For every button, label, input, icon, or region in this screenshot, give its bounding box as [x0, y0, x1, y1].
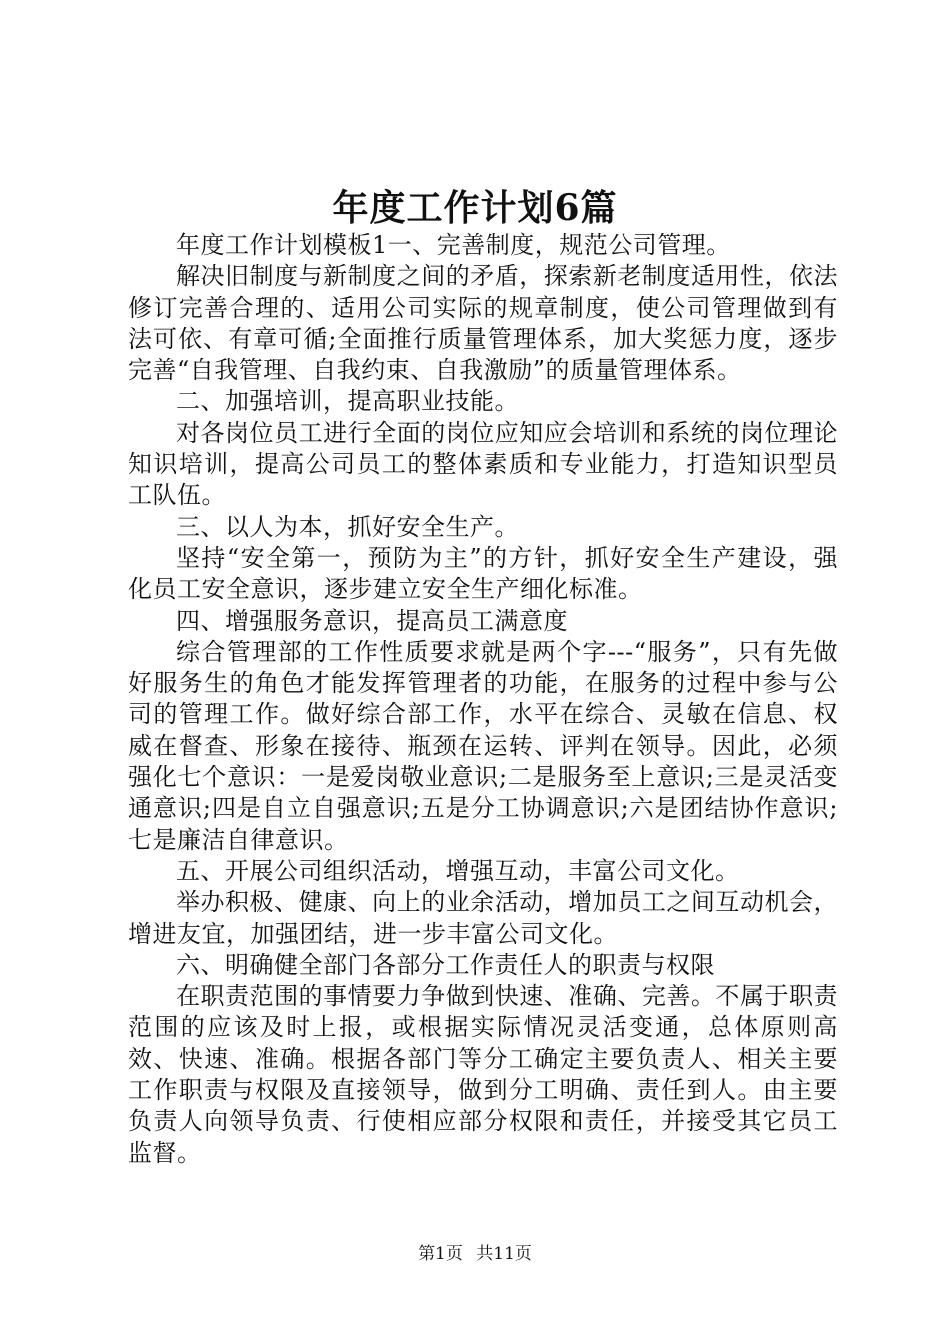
document-body: [128, 230, 838, 1169]
paragraph: 举办积极、健康、向上的业余活动，增加员工之间互动机会，增进友宜，加强团结，进一步丰富公司文化。: [128, 888, 838, 948]
paragraph: 在职责范围的事情要力争做到快速、准确、完善。不属于职责范围的应该及时上报，或根据实际情况灵活变通，总体原则高效、快速、准确。根据各部门等分工确定主要负责人、相关主要工作职责与权限及直接领导，做到分工明确、责任到人。由主要负责人向领导负责、行使相应部分权限和责任，并接受其它员工监督。: [128, 982, 838, 1167]
paragraph: 四、增强服务意识，提高员工满意度: [176, 606, 568, 635]
paragraph: 对各岗位员工进行全面的岗位应知应会培训和系统的岗位理论知识培训，提高公司员工的整体素质和专业能力，打造知识型员工队伍。: [128, 418, 838, 510]
paragraph: 坚持“安全第一，预防为主”的方针，抓好安全生产建设，强化员工安全意识，逐步建立安全生产细化标准。: [128, 543, 838, 604]
paragraph: 五、开展公司组织活动，增强互动，丰富公司文化。: [176, 856, 740, 885]
paragraph: 解决旧制度与新制度之间的矛盾，探索新老制度适用性，依法修订完善合理的、适用公司实际的规章制度，使公司管理做到有法可依、有章可循;全面推行质量管理体系，加大奖惩力度，逐步完善“自我管理、自我约束、自我激励”的质量管理体系。: [128, 262, 838, 385]
document-title: 年度工作计划6篇: [332, 187, 618, 229]
paragraph: 年度工作计划模板1一、完善制度，规范公司管理。: [176, 231, 731, 259]
paragraph: 综合管理部的工作性质要求就是两个字---“服务”，只有先做好服务生的角色才能发挥管理者的功能，在服务的过程中参与公司的管理工作。做好综合部工作，水平在综合、灵敏在信息、权威在督查、形象在接待、瓶颈在运转、评判在领导。因此，必须强化七个意识：一是爱岗敬业意识;二是服务至上意识;三是灵活变通意识;四是自立自强意识;五是分工协调意识;六是团结协作意识;七是廉洁自律意识。: [128, 637, 838, 854]
paragraph: 六、明确健全部门各部分工作责任人的职责与权限: [176, 950, 715, 979]
paragraph: 二、加强培训，提高职业技能。: [176, 387, 519, 416]
total-pages: 共11页: [476, 1244, 532, 1264]
page-footer: [0, 1242, 950, 1266]
paragraph: 三、以人为本，抓好安全生产。: [176, 512, 519, 541]
page-number: 第1页: [418, 1244, 463, 1264]
